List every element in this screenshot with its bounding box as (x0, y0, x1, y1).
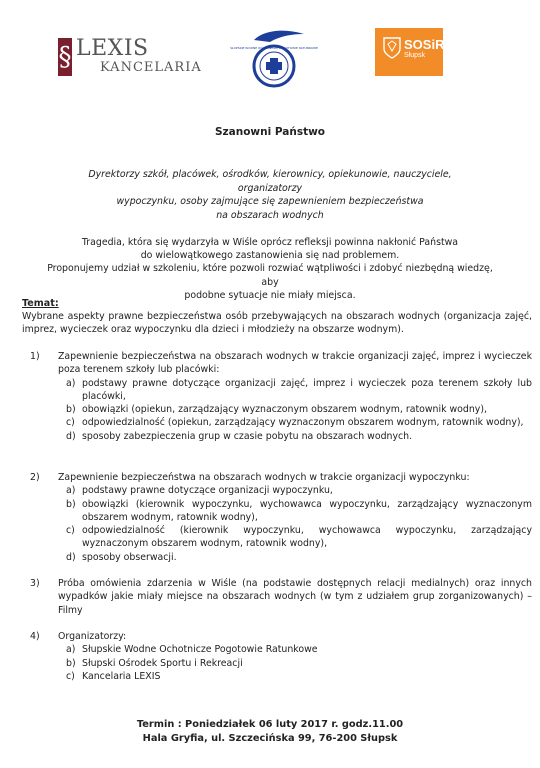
item-letter: c) (66, 670, 75, 682)
paragraph-line: podobne sytuacje nie miały miejsca. (184, 289, 356, 301)
lexis-logo-name: LEXIS (76, 36, 149, 61)
item-letter: c) (66, 417, 75, 429)
wopr-emblem-icon (230, 28, 318, 92)
item-letter: b) (66, 657, 76, 669)
sosir-logo (375, 28, 443, 76)
list-item (58, 670, 532, 683)
list-item (58, 403, 532, 416)
list-item (58, 377, 532, 404)
item-text: podstawy prawne dotyczące organizacji wypoczynku, (82, 485, 333, 497)
paragraph-line: do wielowątkowego zastanowienia się nad problemem. (140, 250, 400, 262)
section-text: Zapewnienie bezpieczeństwa na obszarach wodnych w trakcie organizacji wypoczynku: (58, 472, 470, 483)
intro-paragraph (40, 236, 500, 302)
list-item (58, 498, 532, 525)
list-item (58, 430, 532, 443)
item-text: Słupskie Wodne Ochotnicze Pogotowie Ratunkowe (82, 644, 318, 656)
list-item (58, 657, 532, 670)
paragraph-line: Tragedia, która się wydarzyła w Wiśle oprócz refleksji powinna nakłonić Państwa (81, 237, 459, 248)
item-letter: a) (66, 644, 76, 656)
item-letter: c) (66, 525, 75, 537)
sosir-logo-name: SOSiR (404, 37, 445, 52)
item-text: podstawy prawne dotyczące organizacji zajęć, imprez i wycieczek poza terenem szkoły lub placówki, (82, 377, 532, 402)
section-number: 3) (30, 578, 40, 589)
item-letter: b) (66, 404, 76, 416)
item-text: sposoby zabezpieczenia grup w czasie pobytu na obszarach wodnych. (82, 430, 413, 442)
item-text: odpowiedzialność (kierownik wypoczynku, wychowawca wypoczynku, zarządzający wyznaczonym obszarem wodnym, ratownik wodny), (82, 525, 532, 550)
crest-icon (383, 37, 401, 59)
section-text: Zapewnienie bezpieczeństwa na obszarach wodnych w trakcie organizacji zajęć, imprez i wycieczek poza terenem szkoły lub placówki: (58, 351, 532, 376)
item-letter: d) (66, 430, 76, 442)
intro-line: na obszarach wodnych (216, 209, 324, 221)
section-number: 2) (30, 472, 40, 483)
intro-line: wypoczynku, osoby zajmujące się zapewnieniem bezpieczeństwa (116, 196, 424, 207)
event-venue: Hala Gryfia, ul. Szczecińska 99, 76-200 Słupsk (142, 732, 398, 744)
section-number: 1) (30, 351, 40, 362)
lexis-logo-sub: KANCELARIA (100, 60, 202, 75)
section-text: Próba omówienia zdarzenia w Wiśle (na podstawie dostępnych relacji medialnych) oraz innych wypadków jakie miały miejsce na obszarach wodnych (w tym z udziałem grup zorganizowanych) – Filmy (58, 578, 532, 616)
item-letter: a) (66, 377, 76, 389)
list-item (58, 484, 532, 497)
event-date: Termin : Poniedziałek 06 luty 2017 r. godz.11.00 (136, 719, 404, 730)
wopr-logo (230, 28, 318, 92)
logo-row (0, 28, 540, 88)
section-text: Organizatorzy: (58, 631, 127, 642)
item-letter: b) (66, 498, 76, 510)
list-item (58, 643, 532, 656)
lexis-logo (58, 36, 202, 82)
event-details (0, 718, 540, 745)
item-letter: d) (66, 551, 76, 563)
list-item (58, 416, 532, 429)
item-text: obowiązki (opiekun, zarządzający wyznaczonym obszarem wodnym, ratownik wodny), (82, 404, 487, 416)
section-number: 4) (30, 631, 40, 642)
intro-line: Dyrektorzy szkół, placówek, ośrodków, kierownicy, opiekunowie, nauczyciele, organizatorzy (88, 169, 452, 194)
item-text: Kancelaria LEXIS (82, 670, 161, 682)
wopr-logo-text: SŁUPSKIE WODNE OCHOTNICZE POGOTOWIE RATUNKOWE (230, 46, 318, 50)
list-item (58, 551, 532, 564)
topic-text: Wybrane aspekty prawne bezpieczeństwa osób przebywających na obszarach wodnych (organizacja zajęć, imprez, wycieczek oraz wypoczynku dla dzieci i młodzieży na obszarze wodnym). (22, 311, 532, 335)
item-text: odpowiedzialność (opiekun, zarządzający wyznaczonym obszarem wodnym, ratownik wodny), (82, 417, 524, 429)
paragraph-line: Proponujemy udział w szkoleniu, które pozwoli rozwiać wątpliwości i zdobyć niezbędną wiedzę, aby (47, 263, 493, 288)
sosir-logo-city: Słupsk (404, 52, 426, 59)
item-text: obowiązki (kierownik wypoczynku, wychowawca wypoczynku, zarządzający wyznaczonym obszarem wodnym, ratownik wodny), (82, 498, 532, 523)
topic-label: Temat: (22, 298, 59, 309)
item-text: sposoby obserwacji. (82, 551, 177, 563)
item-letter: a) (66, 485, 76, 497)
intro-addressees (60, 168, 480, 222)
item-text: Słupski Ośrodek Sportu i Rekreacji (82, 657, 243, 669)
list-item (58, 524, 532, 551)
section-sign-icon: § (58, 38, 72, 76)
page-title: Szanowni Państwo (214, 126, 326, 138)
